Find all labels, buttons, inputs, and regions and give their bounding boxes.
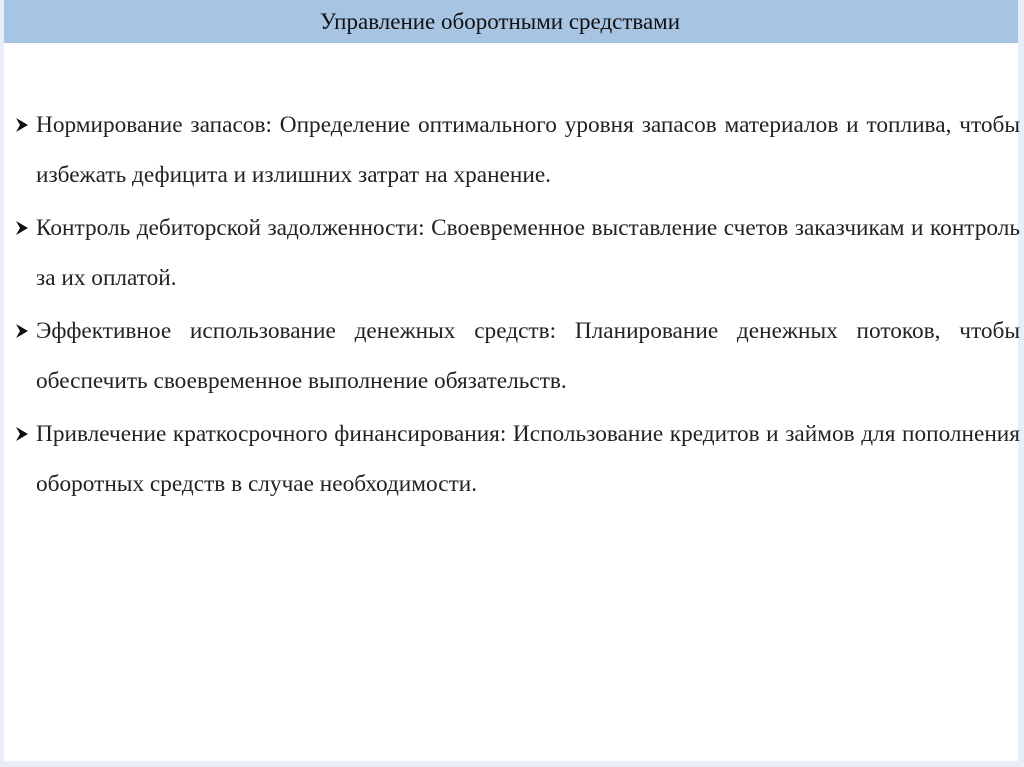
arrowhead-bullet-icon [14,306,36,356]
bullet-text: Нормирование запасов: Определение оптимального уровня запасов материалов и топлива, чтобы избежать дефицита и излишних затрат на хранение. [36,112,1020,188]
title-bar [4,0,1018,43]
bullet-item [14,306,1020,406]
bullet-text: Эффективное использование денежных средств: Планирование денежных потоков, чтобы обеспечить своевременное выполнение обязательств. [36,318,1020,394]
bullet-item [14,100,1020,200]
bullet-list [14,100,1020,512]
bullet-item [14,203,1020,303]
bullet-item [14,409,1020,509]
arrowhead-bullet-icon [14,100,36,150]
slide-title: Управление оборотными средствами [319,8,681,34]
arrowhead-bullet-icon [14,203,36,253]
arrowhead-bullet-icon [14,409,36,459]
bullet-text: Привлечение краткосрочного финансирования: Использование кредитов и займов для пополнения оборотных средств в случае необходимости. [36,421,1020,497]
bullet-text: Контроль дебиторской задолженности: Своевременное выставление счетов заказчикам и контроль за их оплатой. [36,215,1020,291]
